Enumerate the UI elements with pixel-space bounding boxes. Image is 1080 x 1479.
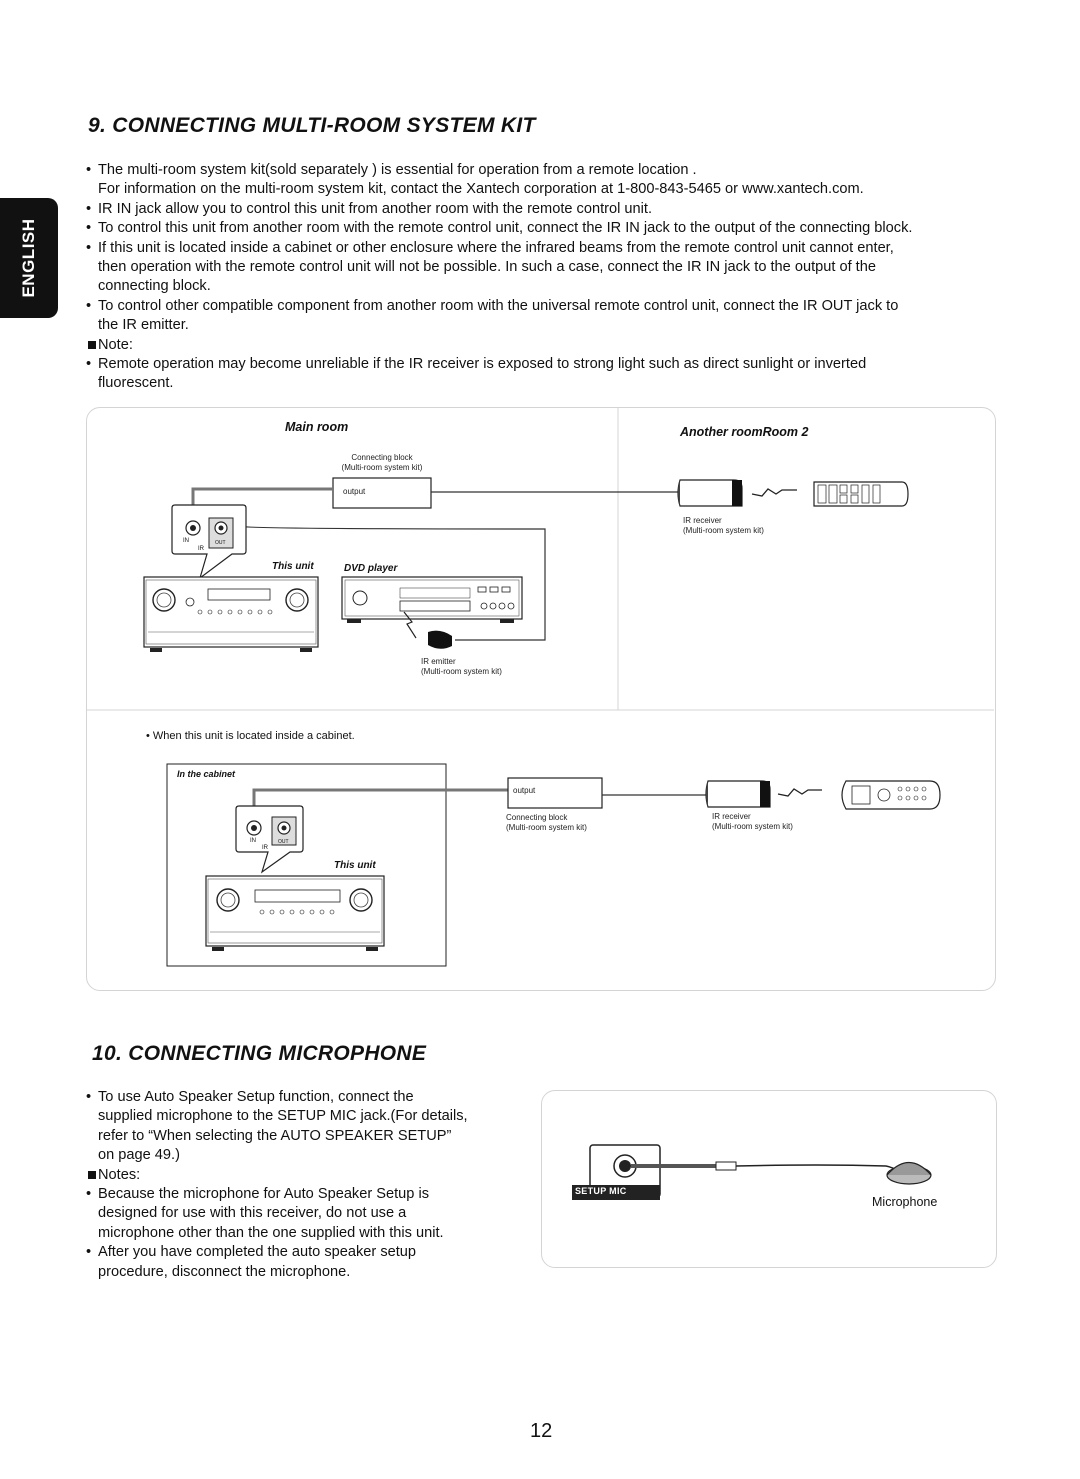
- note-line-2: fluorescent.: [98, 375, 174, 392]
- output-label-lower: output: [513, 786, 536, 795]
- main-room-label: Main room: [285, 420, 349, 434]
- setup-mic-label: SETUP MIC: [575, 1186, 627, 1196]
- bullet-4-line-1: • If this unit is located inside a cabinet or other enclosure where the infrared beams from the remote control unit cannot enter,: [98, 239, 894, 256]
- section-9-title: 9. CONNECTING MULTI-ROOM SYSTEM KIT: [88, 114, 536, 137]
- bullet-5-line-1: • To control other compatible component from another room with the universal remote control unit, connect the IR OUT jack to: [98, 297, 899, 314]
- microphone-label: Microphone: [872, 1195, 938, 1209]
- another-room-label: Another roomRoom 2: [680, 425, 809, 439]
- connecting-block-label-lower: Connecting block (Multi-room system kit): [506, 813, 587, 832]
- dvd-player-label: DVD player: [344, 563, 398, 574]
- connecting-block-label: Connecting block (Multi-room system kit): [341, 453, 423, 472]
- notes-square-icon: [88, 1171, 96, 1179]
- mic-bullet-2: • Because the microphone for Auto Speaker Setup is designed for use with this receiver, do not use a microphone other than the one supplied with this unit.: [86, 1185, 526, 1243]
- bullet-4-line-2: then operation with the remote control unit will not be possible. In such a case, connect the IR IN jack to the output of the: [98, 259, 876, 276]
- bullet-3: • To control this unit from another room with the remote control unit, connect the IR IN jack to the output of the connecting block.: [86, 219, 1026, 238]
- notes-heading: Notes:: [86, 1166, 526, 1185]
- mic-bullet-1: • To use Auto Speaker Setup function, connect the supplied microphone to the SETUP MIC jack.(For details, refer to “When selecting the AUTO SPEAKER SETUP” on page 49.): [86, 1088, 526, 1166]
- remote-signal-icon: [752, 489, 797, 496]
- receiver-this-unit-icon: [144, 577, 318, 647]
- jack-ir-label: IR: [198, 546, 204, 552]
- jack-out-label: OUT: [215, 540, 226, 546]
- mic-bullet-3: • After you have completed the auto speaker setup procedure, disconnect the microphone.: [86, 1243, 526, 1282]
- bullet-2: • IR IN jack allow you to control this unit from another room with the remote control unit.: [86, 200, 1026, 219]
- ir-emitter-icon: [428, 631, 452, 649]
- section-10-title: 10. CONNECTING MICROPHONE: [92, 1042, 427, 1065]
- jack-out-label-lower: OUT: [278, 839, 289, 845]
- ir-emitter-label: IR emitter (Multi-room system kit): [421, 657, 502, 676]
- output-label: output: [343, 487, 366, 496]
- jack-in-label-lower: IN: [250, 838, 256, 844]
- remote-control-icon: [814, 482, 908, 506]
- remote-signal-icon-lower: [778, 789, 822, 796]
- language-tab-label: ENGLISH: [19, 218, 38, 298]
- universal-remote-icon: [842, 781, 940, 809]
- bullet-1-cont: For information on the multi-room system kit, contact the Xantech corporation at 1-800-843-5465 or www.xantech.com.: [98, 181, 864, 198]
- in-cabinet-label: In the cabinet: [177, 769, 236, 779]
- bullet-5-line-2: the IR emitter.: [98, 317, 189, 334]
- note-line-1: • Remote operation may become unreliable if the IR receiver is exposed to strong light such as direct sunlight or inverted: [98, 356, 867, 373]
- ir-receiver-label: IR receiver (Multi-room system kit): [683, 516, 764, 535]
- microphone-diagram: [541, 1090, 997, 1268]
- jack-in-label: IN: [183, 538, 189, 544]
- section-10-body: [86, 1088, 526, 1282]
- ir-receiver-label-lower: IR receiver (Multi-room system kit): [712, 812, 793, 831]
- this-unit-label: This unit: [272, 561, 314, 572]
- mic-plug-icon: [716, 1162, 736, 1170]
- bullet-4-line-3: connecting block.: [98, 278, 211, 295]
- page-number: 12: [530, 1420, 553, 1442]
- this-unit-label-lower: This unit: [334, 860, 376, 871]
- jack-ir-label-lower: IR: [262, 845, 268, 851]
- cabinet-note: • When this unit is located inside a cabinet.: [146, 730, 355, 742]
- note-label: Note:: [98, 336, 133, 353]
- bullet-1: • The multi-room system kit(sold separately ) is essential for operation from a remote location .: [86, 161, 1026, 180]
